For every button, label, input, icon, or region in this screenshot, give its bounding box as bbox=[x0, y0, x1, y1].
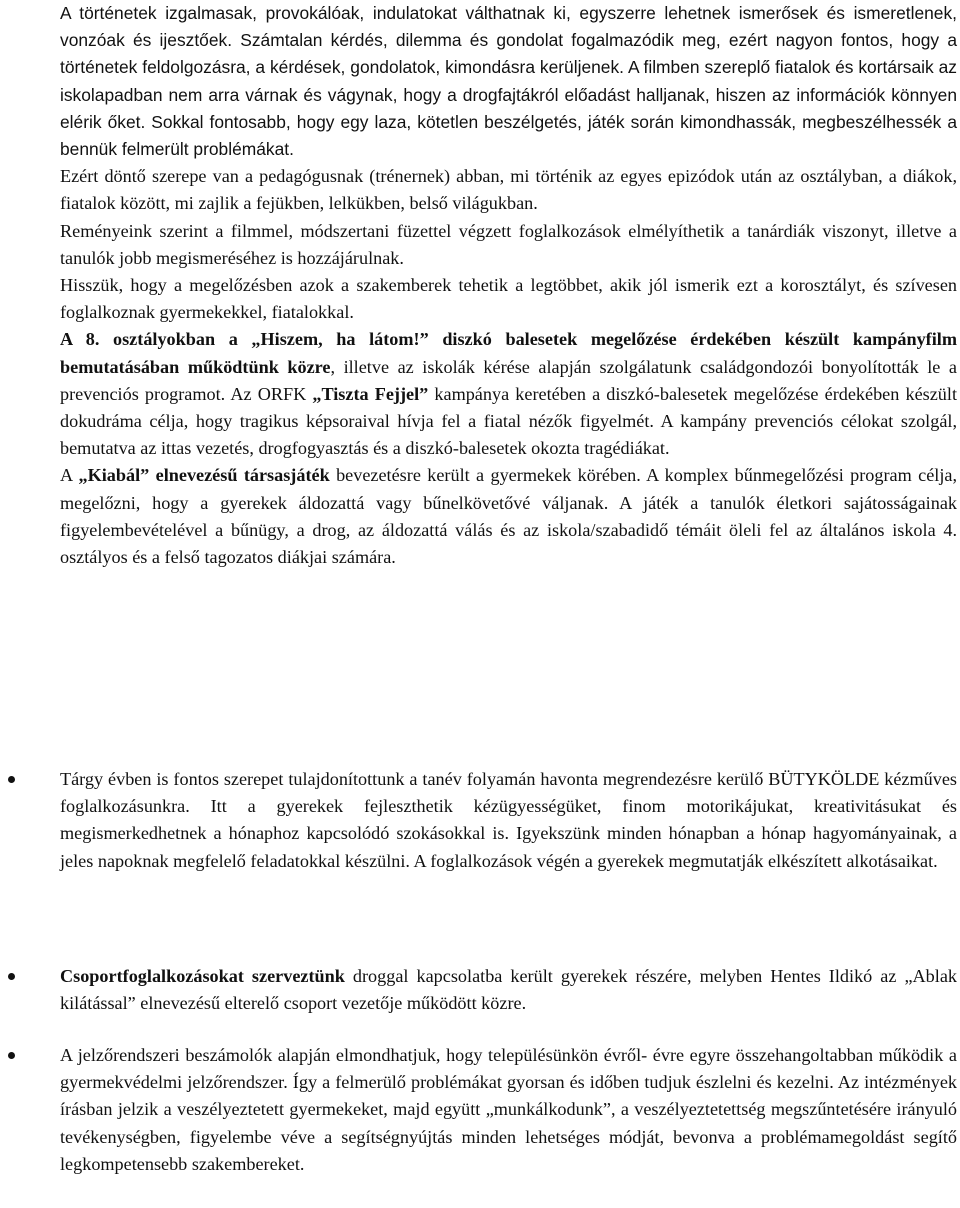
group-sessions-text: droggal kapcsolatba került gyerekek részére, melyben Hentes Ildikó az „Ablak kilátással” elnevezésű elterelő csoport vezetője működött közre. bbox=[60, 966, 957, 1014]
bullet-signal-system: A jelzőrendszeri beszámolók alapján elmondhatjuk, hogy településünkön évről- évre egyre összehangoltabban működik a gyermekvédelmi jelzőrendszer. Így a felmerülő problémákat gyorsan és időben tudjuk észlelni és kezelni. Az intézmények írásban jelzik a veszélyeztetett gyermekeket, majd együtt „munkálkodunk”, a veszélyeztetettség megszűntetésére irányuló tevékenységben, figyelembe véve a segítségnyújtás minden lehetséges módját, bevonva a problémamegoldást segítő legkompetensebb szakembereket. bbox=[60, 1045, 957, 1174]
bullet-group-sessions bbox=[60, 963, 957, 1017]
board-game-text2: bevezetésre került a gyermekek körében. A komplex bűnmegelőzési program célja, megelőzni, hogy a gyerekek áldozattá vagy bűnelkövetővé váljanak. A játék a tanulók életkori sajátosságainak figyelembevételével a bűnügy, a drog, az áldozattá válás és az iskola/szabadidő témáit öleli fel az általános iskola 4. osztályos és a felső tagozatos diákjai számára. bbox=[60, 465, 958, 568]
campaign-film-text1: , illetve az iskolák kérése alapján szolgálatunk családgondozói bonyolították le a prevenciós programot. Az ORFK bbox=[60, 356, 957, 404]
bullet-dot-icon bbox=[8, 973, 15, 980]
paragraph-stories-part2: A filmben szereplő fiatalok és kortársaik az iskolapadban nem arra várnak és vágynak, hogy a drogfajtákról előadást halljanak, hiszen az információk könnyen elérik őket. bbox=[60, 57, 958, 132]
document-body bbox=[60, 0, 957, 571]
paragraph-board-game bbox=[60, 462, 957, 571]
bullet-dot-icon bbox=[8, 776, 15, 783]
list-item bbox=[60, 963, 957, 1017]
list-item bbox=[60, 1042, 957, 1178]
board-game-text1: A bbox=[60, 465, 79, 486]
paragraph-stories-part1: A történetek izgalmasak, provokálóak, indulatokat válthatnak ki, egyszerre lehetnek ismerősek és ismeretlenek, vonzóak és ijesztőek. Számtalan kérdés, dilemma és gondolat fogalmazódik meg, ezért nagyon fontos, hogy a történetek feldolgozásra, a kérdések, gondolatok, kimondásra kerüljenek. bbox=[60, 3, 957, 78]
bullet-dot-icon bbox=[8, 1052, 15, 1059]
campaign-film-bold: A 8. osztályokban a „Hiszem, ha látom!” diszkó balesetek megelőzése érdekében készült kampányfilm bemutatásában működtünk közre bbox=[60, 329, 957, 377]
group-sessions-bold: Csoportfoglalkozásokat szerveztünk bbox=[60, 966, 345, 986]
campaign-film-text2: kampánya keretében a diszkó-balesetek megelőzése érdekében készült dokudráma célja, hogy tragikus képsoraival hívja fel a fiatal nézők figyelmét. A kampány prevenciós célokat szolgál, bemutatva az ittas vezetés, drogfogyasztás és a diszkó-balesetek okozta tragédiákat. bbox=[60, 383, 957, 459]
bullet-butykolde: Tárgy évben is fontos szerepet tulajdonítottunk a tanév folyamán havonta megrendezésre kerülő BÜTYKÖLDE kézműves foglalkozásunkra. Itt a gyerekek fejleszthetik kézügyességüket, finom motorikájukat, kreativitásukat és megismerkedhetnek a hónaphoz kapcsolódó szokásokkal is. Igyekszünk minden hónapban a hónap hagyományainak, a jeles napoknak megfelelő feladatokkal készülni. A foglalkozások végén a gyerekek megmutatják elkészített alkotásaikat. bbox=[60, 769, 957, 871]
paragraph-teacher-role: Ezért döntő szerepe van a pedagógusnak (trénernek) abban, mi történik az egyes epizódok után az osztályban, a diákok, fiatalok között, mi zajlik a fejükben, lelkükben, belső világukban. bbox=[60, 166, 957, 214]
list-item bbox=[60, 766, 957, 875]
paragraph-prevention: Hisszük, hogy a megelőzésben azok a szakemberek tehetik a legtöbbet, akik jól ismerik ezt a korosztályt, és szívesen foglalkoznak gyermekekkel, fiatalokkal. bbox=[60, 275, 957, 323]
paragraph-campaign-film bbox=[60, 326, 957, 462]
paragraph-stories-part3: Sokkal fontosabb, hogy egy laza, kötetlen beszélgetés, játék során kimondhassák, megbeszélhessék a bennük felmerült problémákat. bbox=[60, 111, 957, 160]
tiszta-fejjel-bold: „Tiszta Fejjel” bbox=[312, 383, 429, 404]
paragraph-hopes: Reményeink szerint a filmmel, módszertani füzettel végzett foglalkozások elmélyíthetik a tanárdiák viszonyt, illetve a tanulók jobb megismeréséhez is hozzájárulnak. bbox=[60, 220, 957, 268]
paragraph-stories bbox=[60, 0, 957, 163]
board-game-bold: „Kiabál” elnevezésű társasjáték bbox=[78, 465, 330, 486]
